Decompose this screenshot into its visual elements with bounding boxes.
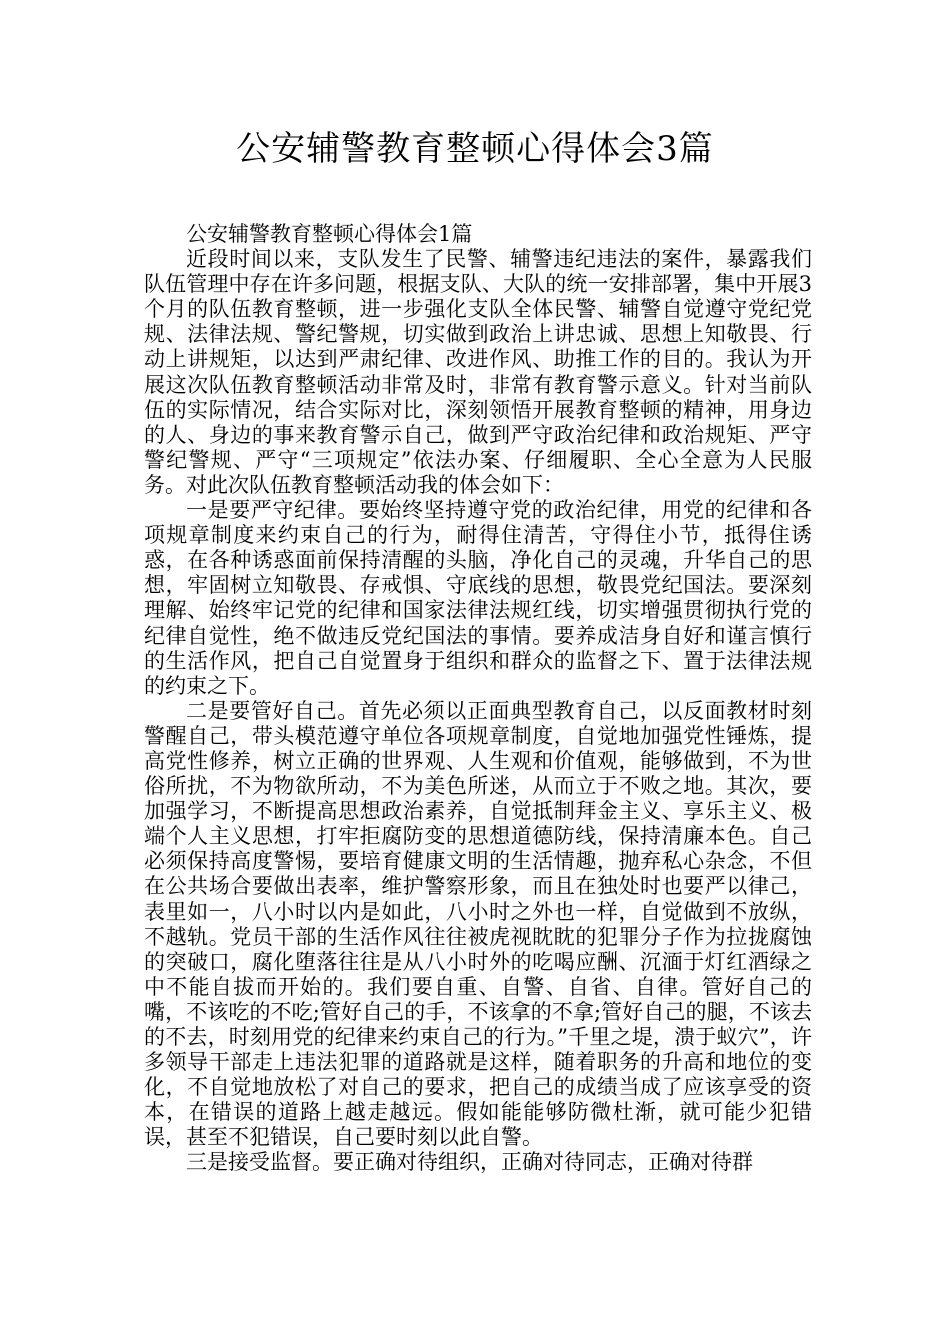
paragraph: 近段时间以来，支队发生了民警、辅警违纪违法的案件，暴露我们队伍管理中存在许多问题，根据支队、大队的统一安排部署，集中开展3个月的队伍教育整顿，进一步强化支队全体民警、辅警自觉遵守党纪党规、法律法规、警纪警规，切实做到政治上讲忠诚、思想上知敬畏、行动上讲规矩，以达到严肃纪律、改进作风、助推工作的目的。我认为开展这次队伍教育整顿活动非常及时，非常有教育警示意义。针对当前队伍的实际情况，结合实际对比，深刻领悟开展教育整顿的精神，用身边的人、身边的事来教育警示自己，做到严守政治纪律和政治规矩、严守警纪警规、严守“三项规定”依法办案、仔细履职、全心全意为人民服务。对此次队伍教育整顿活动我的体会如下： (144, 247, 812, 497)
paragraph: 二是要管好自己。首先必须以正面典型教育自己，以反面教材时刻警醒自己，带头模范遵守单位各项规章制度，自觉地加强党性锤炼，提高党性修养，树立正确的世界观、人生观和价值观，能够做到，不为世俗所扰，不为物欲所动，不为美色所迷，从而立于不败之地。其次，要加强学习，不断提高思想政治素养，自觉抵制拜金主义、享乐主义、极端个人主义思想，打牢拒腐防变的思想道德防线，保持清廉本色。自己必须保持高度警惕，要培育健康文明的生活情趣，抛弃私心杂念，不但在公共场合要做出表率，维护警察形象，而且在独处时也要严以律己，表里如一，八小时以内是如此，八小时之外也一样，自觉做到不放纵，不越轨。党员干部的生活作风往往被虎视眈眈的犯罪分子作为拉拢腐蚀的突破口，腐化堕落往往是从八小时外的吃喝应酬、沉湎于灯红酒绿之中不能自拔而开始的。我们要自重、自警、自省、自律。管好自己的嘴，不该吃的不吃;管好自己的手，不该拿的不拿;管好自己的腿，不该去的不去，时刻用党的纪律来约束自己的行为。”千里之堤，溃于蚁穴”，许多领导干部走上违法犯罪的道路就是这样，随着职务的升高和地位的变化，不自觉地放松了对自己的要求，把自己的成绩当成了应该享受的资本，在错误的道路上越走越远。假如能能够防微杜渐，就可能少犯错误，甚至不犯错误，自己要时刻以此自警。 (144, 698, 812, 1150)
paragraph: 三是接受监督。要正确对待组织，正确对待同志，正确对待群 (186, 1150, 753, 1175)
document-title: 公安辅警教育整顿心得体会3篇 (236, 129, 714, 169)
document-body (144, 222, 812, 1176)
section-subtitle: 公安辅警教育整顿心得体会1篇 (186, 222, 473, 246)
paragraph: 一是要严守纪律。要始终坚持遵守党的政治纪律，用党的纪律和各项规章制度来约束自己的行为，耐得住清苦，守得住小节，抵得住诱惑，在各种诱惑面前保持清醒的头脑，净化自己的灵魂，升华自己的思想，牢固树立知敬畏、存戒惧、守底线的思想，敬畏党纪国法。要深刻理解、始终牢记党的纪律和国家法律法规红线，切实增强贯彻执行党的纪律自觉性，绝不做违反党纪国法的事情。要养成洁身自好和谨言慎行的生活作风，把自己自觉置身于组织和群众的监督之下、置于法律法规的约束之下。 (144, 498, 812, 698)
